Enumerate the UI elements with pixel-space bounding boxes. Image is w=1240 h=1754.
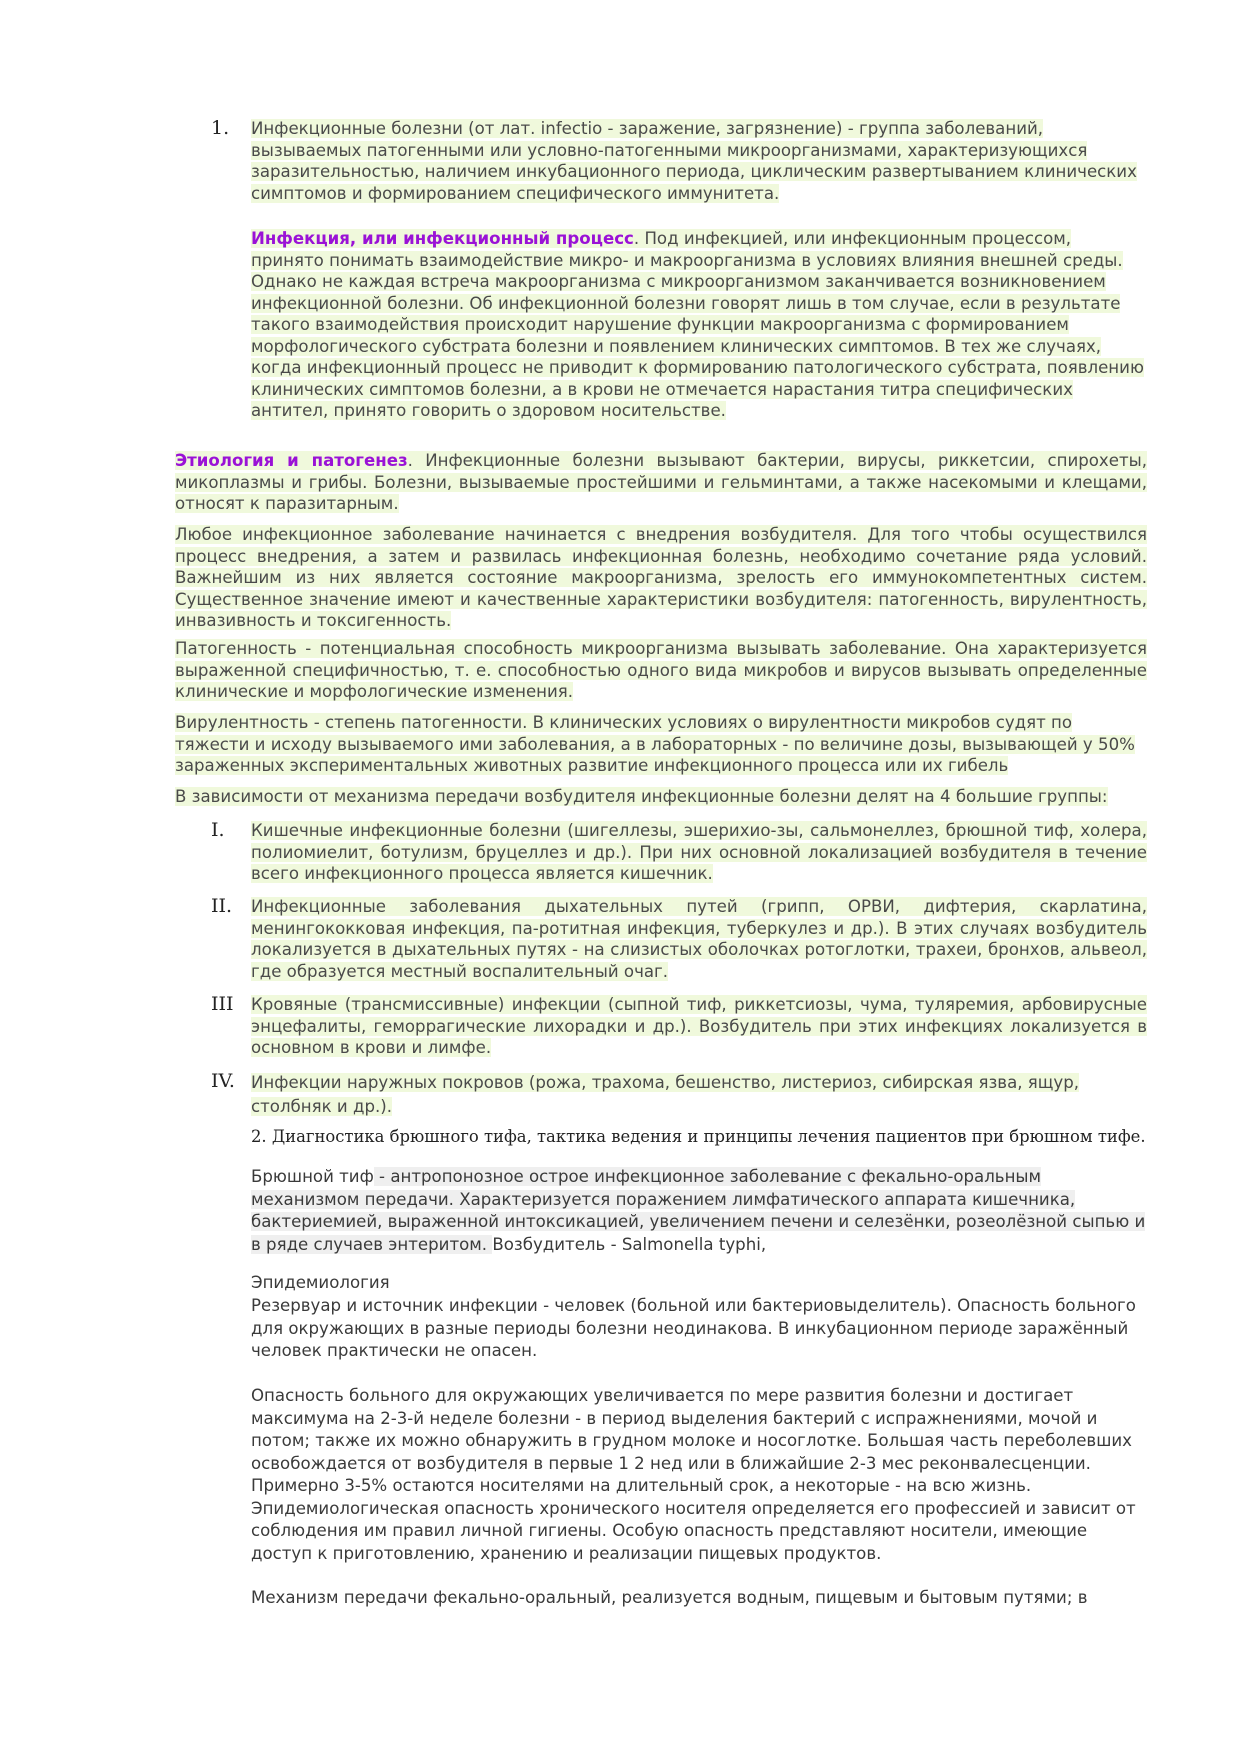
epidemiology-paragraph-3: Механизм передачи фекально-оральный, реализуется водным, пищевым и бытовым путями; в [251, 1588, 1088, 1607]
etiology-term: Этиология и патогенез [175, 451, 408, 470]
list-item-text: Инфекционные болезни (от лат. infectio - заражение, загрязнение) - группа заболеваний, вызываемых патогенными или условно-патогенными микроорганизмами, характеризующихся заразительностью, наличием инкубационного периода, циклическим развертыванием клинических симптомов и формированием специфического иммунитета. [251, 119, 1137, 203]
paragraph-pathogenicity: Патогенность - потенциальная способность микроорганизма вызывать заболевание. Она характеризуется выраженной специфичностью, т. е. способностью одного вида микробов и вирусов вызывать определенные клинические и морфологические изменения. [175, 639, 1147, 701]
group-number: IV. [211, 1070, 235, 1092]
section-heading: 2. Диагностика брюшного тифа, тактика ведения и принципы лечения пациентов при брюшном тифе. [251, 1127, 1146, 1146]
group-text: Инфекционные заболевания дыхательных путей (грипп, ОРВИ, дифтерия, скарлатина, менингококковая инфекция, па-ротитная инфекция, туберкулез и др.). В этих случаях возбудитель локализуется в дыхательных путях - на слизистых оболочках ротоглотки, трахеи, бронхов, альвеол, где образуется местный воспалительный очаг. [251, 897, 1147, 981]
etiology-paragraph [175, 450, 1147, 515]
infection-definition [251, 228, 1147, 422]
epidemiology-paragraph-2: Опасность больного для окружающих увеличивается по мере развития болезни и достигает максимума на 2-3-й неделе болезни - в период выделения бактерий с испражнениями, мочой и потом; также их можно обнаружить в грудном молоке и носоглотке. Большая часть переболевших освобождается от возбудителя в первые 1 2 нед или в ближайшие 2-3 мес реконвалесценции. Примерно 3-5% остаются носителями на длительный срок, а некоторые - на всю жизнь. Эпидемиологическая опасность хронического носителя определяется его профессией и зависит от соблюдения им правил личной гигиены. Особую опасность представляют носители, имеющие доступ к приготовлению, хранению и реализации пищевых продуктов. [251, 1386, 1136, 1563]
typhoid-definition [251, 1166, 1147, 1256]
typhoid-text: - антропонозное острое инфекционное заболевание с фекально-оральным механизмом передачи. Характеризуется поражением лимфатического аппарата кишечника, бактериемией, выраженной интоксикацией, увеличением печени и селезёнки, розеолёзной сыпью и в ряде случаев энтеритом. [251, 1167, 1146, 1254]
paragraph-virulence: Вирулентность - степень патогенности. В клинических условиях о вирулентности микробов судят по тяжести и исходу вызываемого ими заболевания, а в лабораторных - по величине дозы, вызывающей у 50% зараженных экспериментальных животных развитие инфекционного процесса или их гибель [175, 713, 1135, 775]
group-number: I. [211, 819, 225, 841]
typhoid-term: Брюшной тиф [251, 1167, 374, 1186]
epidemiology-title: Эпидемиология [251, 1273, 390, 1292]
paragraph-infection-start: Любое инфекционное заболевание начинается с внедрения возбудителя. Для того чтобы осуществился процесс внедрения, а затем и развилась инфекционная болезнь, необходимо сочетание ряда условий. Важнейшим из них является состояние макроорганизма, зрелость его иммунокомпетентных систем. Существенное значение имеют и качественные характеристики возбудителя: патогенность, вирулентность, инвазивность и токсигенность. [175, 525, 1147, 630]
group-text: Кишечные инфекционные болезни (шигеллезы, эшерихио-зы, сальмонеллез, брюшной тиф, холера, полиомиелит, ботулизм, бруцеллез и др.). При них основной локализацией возбудителя в течение всего инфекционного процесса является кишечник. [251, 821, 1147, 883]
group-number: III [211, 993, 234, 1015]
etiology-text: . Инфекционные болезни вызывают бактерии, вирусы, риккетсии, спирохеты, микоплазмы и грибы. Болезни, вызываемые простейшими и гельминтами, а также насекомыми и клещами, относят к паразитарным. [175, 451, 1147, 513]
epidemiology-paragraph-1: Резервуар и источник инфекции - человек (больной или бактериовыделитель). Опасность больного для окружающих в разные периоды болезни неодинакова. В инкубационном периоде заражённый человек практически не опасен. [251, 1296, 1136, 1360]
group-text: Кровяные (трансмиссивные) инфекции (сыпной тиф, риккетсиозы, чума, туляремия, арбовирусные энцефалиты, геморрагические лихорадки и др.). Возбудитель при этих инфекциях локализуется в основном в крови и лимфе. [251, 995, 1147, 1057]
infection-text: . Под инфекцией, или инфекционным процессом, принято понимать взаимодействие микро- и макроорганизма в условиях влияния внешней среды. Однако не каждая встреча макроорганизма с микроорганизмом заканчивается возникновением инфекционной болезни. Об инфекционной болезни говорят лишь в том случае, если в результате такого взаимодействия происходит нарушение функции макроорганизма с формированием морфологического субстрата болезни и появлением клинических симптомов. В тех же случаях, когда инфекционный процесс не приводит к формированию патологического субстрата, появлению клинических симптомов болезни, а в крови не отмечается нарастания титра специфических антител, принято говорить о здоровом носительстве. [251, 229, 1144, 420]
groups-intro: В зависимости от механизма передачи возбудителя инфекционные болезни делят на 4 большие группы: [175, 787, 1108, 806]
list-number: 1. [211, 117, 230, 139]
infection-term: Инфекция, или инфекционный процесс [251, 229, 634, 248]
group-text: Инфекции наружных покровов (рожа, трахома, бешенство, листериоз, сибирская язва, ящур, столбняк и др.). [251, 1073, 1080, 1116]
group-number: II. [211, 895, 233, 917]
typhoid-agent: Возбудитель - Salmonella typhi, [492, 1234, 767, 1254]
